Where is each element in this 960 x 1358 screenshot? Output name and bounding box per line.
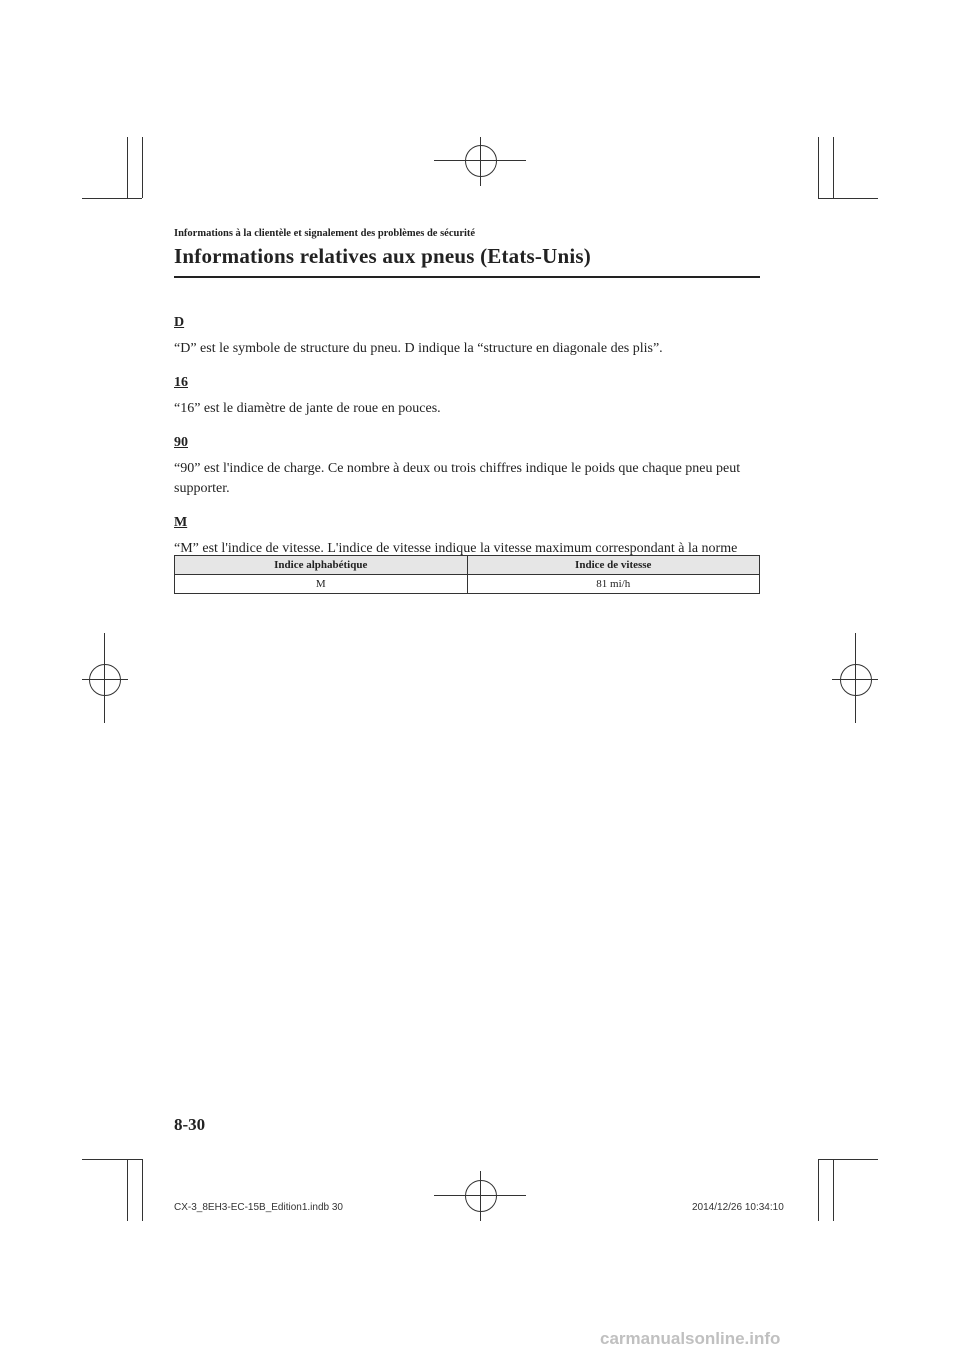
entry-text: “D” est le symbole de structure du pneu. D indique la “structure en diagonale des plis”. bbox=[174, 341, 663, 356]
entry-text: “16” est le diamètre de jante de roue en pouces. bbox=[174, 401, 441, 416]
table-cell: 81 mi/h bbox=[467, 575, 760, 594]
entry-text: “90” est l'indice de charge. Ce nombre à deux ou trois chiffres indique le poids que chaque pneu peut supporter. bbox=[174, 461, 741, 496]
table-cell: M bbox=[175, 575, 468, 594]
page-number: 8-30 bbox=[174, 1115, 206, 1134]
page-title: Informations relatives aux pneus (Etats-Unis) bbox=[174, 244, 591, 268]
footer-file: CX-3_8EH3-EC-15B_Edition1.indb 30 bbox=[174, 1202, 343, 1213]
entry-90 bbox=[174, 433, 760, 499]
entry-16 bbox=[174, 373, 760, 419]
entry-text: “M” est l'indice de vitesse. L'indice de vitesse indique la vitesse maximum correspondant à la norme bbox=[174, 541, 738, 556]
footer-timestamp: 2014/12/26 10:34:10 bbox=[692, 1202, 784, 1213]
entry-term: 90 bbox=[174, 435, 188, 450]
column-header: Indice de vitesse bbox=[467, 556, 760, 575]
column-header: Indice alphabétique bbox=[175, 556, 468, 575]
entry-term: D bbox=[174, 315, 185, 330]
speed-rating-table bbox=[174, 555, 760, 594]
tire-code-entries bbox=[174, 313, 760, 593]
entry-term: M bbox=[174, 515, 188, 530]
title-rule bbox=[174, 276, 760, 278]
table-row bbox=[175, 575, 760, 594]
entry-d bbox=[174, 313, 760, 359]
watermark: carmanualsonline.info bbox=[600, 1329, 781, 1348]
table-header-row bbox=[175, 556, 760, 575]
entry-term: 16 bbox=[174, 375, 188, 390]
section-label: Informations à la clientèle et signalement des problèmes de sécurité bbox=[174, 228, 476, 239]
